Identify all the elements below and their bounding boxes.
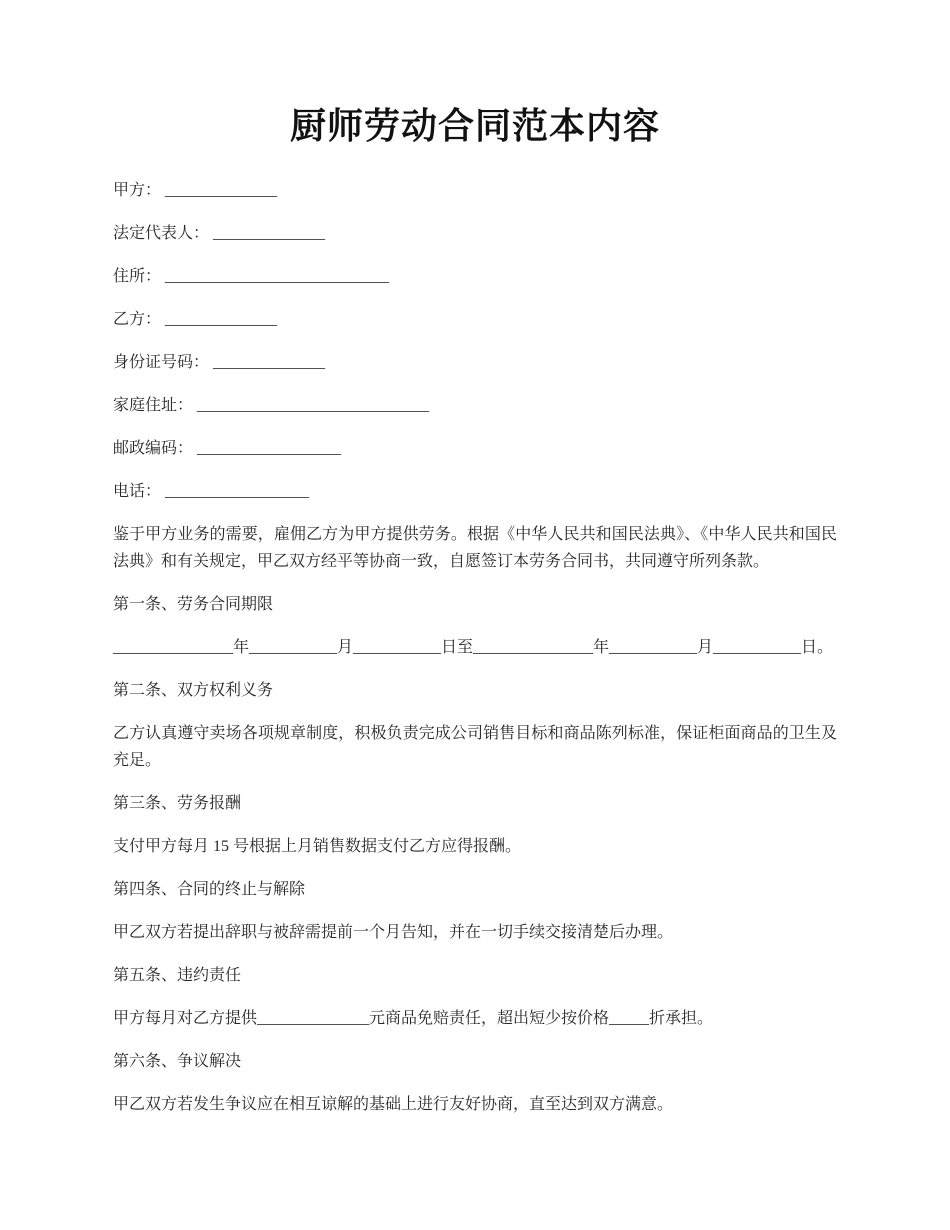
clause-1-date-line: _______________年___________月___________日至_______________年___________月___________日。: [113, 638, 834, 656]
clause-1-heading: 第一条、劳务合同期限: [113, 595, 274, 613]
field-legal-representative: 法定代表人： ______________: [113, 224, 326, 242]
clause-6-paragraph: 甲乙双方若发生争议应在相互谅解的基础上进行友好协商，直至达到双方满意。: [113, 1095, 674, 1113]
preamble-paragraph: 鉴于甲方业务的需要，雇佣乙方为甲方提供劳务。根据《中华人民共和国民法典》、《中华人民共和国民法典》和有关规定，甲乙双方经平等协商一致，自愿签订本劳务合同书，共同遵守所列条款。: [113, 525, 837, 570]
clause-3-heading: 第三条、劳务报酬: [113, 794, 242, 812]
clause-4-heading: 第四条、合同的终止与解除: [113, 880, 306, 898]
clause-5-paragraph: 甲方每月对乙方提供______________元商品免赔责任，超出短少按价格_____折承担。: [113, 1009, 714, 1027]
clause-6-heading: 第六条、争议解决: [113, 1052, 242, 1070]
field-home-address: 家庭住址： _____________________________: [113, 396, 430, 414]
document-title: 厨师劳动合同范本内容: [289, 106, 660, 146]
field-id-number: 身份证号码： ______________: [113, 353, 326, 371]
clause-4-paragraph: 甲乙双方若提出辞职与被辞需提前一个月告知，并在一切手续交接清楚后办理。: [113, 923, 674, 941]
clause-2-paragraph: 乙方认真遵守卖场各项规章制度，积极负责完成公司销售目标和商品陈列标准，保证柜面商品的卫生及充足。: [113, 724, 837, 769]
field-phone: 电话： __________________: [113, 482, 310, 500]
field-party-a: 甲方： ______________: [113, 181, 278, 199]
clause-3-paragraph: 支付甲方每月 15 号根据上月销售数据支付乙方应得报酬。: [113, 837, 522, 855]
field-party-b: 乙方： ______________: [113, 310, 278, 328]
clause-5-heading: 第五条、违约责任: [113, 966, 242, 984]
clause-2-heading: 第二条、双方权利义务: [113, 681, 274, 699]
field-address: 住所： ____________________________: [113, 267, 390, 285]
field-postal-code: 邮政编码： __________________: [113, 439, 342, 457]
